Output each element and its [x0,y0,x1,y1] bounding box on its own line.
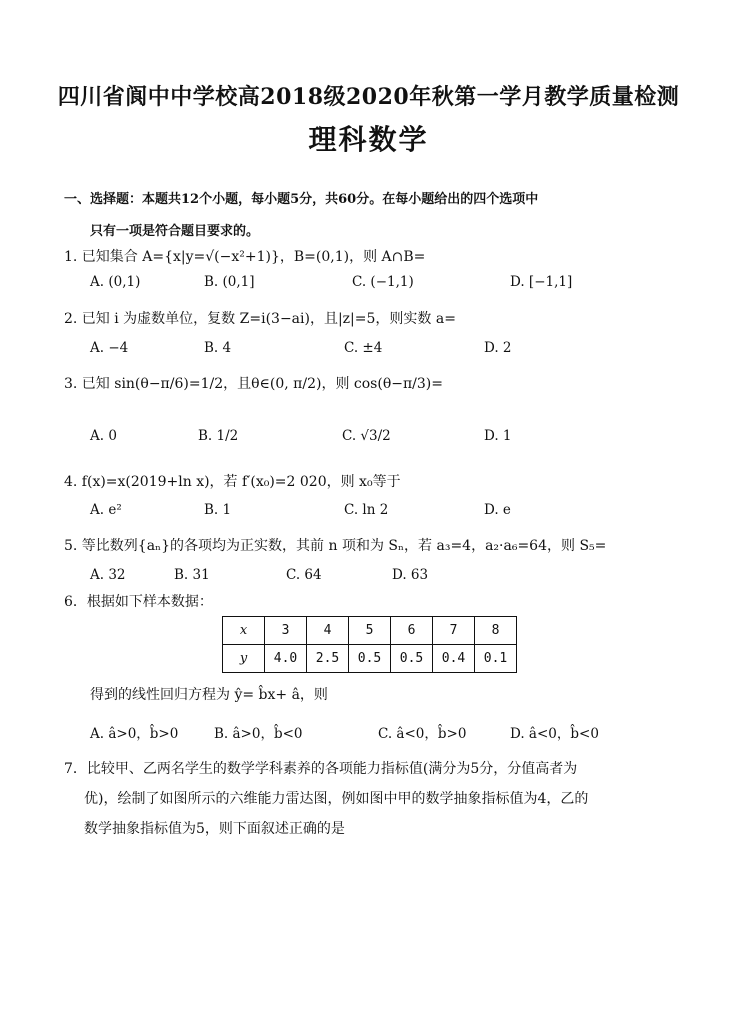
question-6-option-d: D. â<0，b̂<0 [510,726,599,742]
table-cell: 4 [307,617,349,645]
table-cell: 7 [433,617,475,645]
question-6-option-c: C. â<0，b̂>0 [378,726,467,742]
table-row-x [223,617,517,645]
question-2-stem: 2. 已知 i 为虚数单位，复数 Z=i(3−ai)，且|z|=5，则实数 a= [64,311,456,327]
exam-title: 四川省阆中中学校高2018级2020年秋第一学月教学质量检测 [57,84,680,110]
question-4-option-b: B. 1 [204,502,232,518]
question-7-line1: 7．比较甲、乙两名学生的数学学科素养的各项能力指标值(满分为5分，分值高者为 [64,761,578,777]
question-2-option-d: D. 2 [484,340,512,356]
table-cell: 0.4 [433,645,475,673]
question-3-stem: 3. 已知 sin(θ−π/6)=1/2，且θ∈(0, π/2)，则 cos(θ−π/3)= [64,376,443,392]
table-cell: 0.1 [475,645,517,673]
exam-subtitle: 理科数学 [308,123,429,156]
question-6-option-b: B. â>0，b̂<0 [214,726,303,742]
question-3-option-a: A. 0 [90,428,117,444]
table-cell: 4.0 [265,645,307,673]
table-cell: 5 [349,617,391,645]
sample-data-table [222,616,517,673]
table-cell: 8 [475,617,517,645]
table-cell: 2.5 [307,645,349,673]
question-1-stem: 1. 已知集合 A={x|y=√(−x²+1)}，B=(0,1)，则 A∩B= [64,249,426,265]
question-5-option-d: D. 63 [392,567,429,583]
question-4-stem: 4. f(x)=x(2019+ln x)，若 f′(x₀)=2 020，则 x₀等于 [64,474,401,490]
question-2-option-b: B. 4 [204,340,232,356]
question-5-stem: 5. 等比数列{aₙ}的各项均为正实数，其前 n 项和为 Sₙ，若 a₃=4，a₂·a₆=64，则 S₅= [64,538,607,554]
question-3-option-b: B. 1/2 [198,428,239,444]
question-4-option-c: C. ln 2 [344,502,389,518]
table-cell: 3 [265,617,307,645]
question-6-regression-equation: 得到的线性回归方程为 ŷ= b̂x+ â，则 [90,687,328,703]
question-5-option-a: A. 32 [90,567,126,583]
question-5-option-b: B. 31 [174,567,210,583]
question-1-option-b: B. (0,1] [204,274,255,290]
question-1-option-d: D. [−1,1] [510,274,573,290]
section-instructions-line1: 一、选择题：本题共12个小题，每小题5分，共60分。在每小题给出的四个选项中 [64,192,539,207]
question-7-line3: 数学抽象指标值为5，则下面叙述正确的是 [84,821,345,837]
table-header-y: y [223,645,265,673]
table-row-y [223,645,517,673]
question-4-option-a: A. e² [90,502,122,518]
table-cell: 0.5 [349,645,391,673]
question-6-option-a: A. â>0，b̂>0 [90,726,179,742]
question-3-option-c: C. √3/2 [342,428,391,444]
question-1-option-c: C. (−1,1) [352,274,414,290]
question-2-option-c: C. ±4 [344,340,383,356]
table-header-x: x [223,617,265,645]
question-7-line2: 优)，绘制了如图所示的六维能力雷达图，例如图中甲的数学抽象指标值为4，乙的 [84,791,589,807]
question-4-option-d: D. e [484,502,511,518]
section-instructions-line2: 只有一项是符合题目要求的。 [90,224,260,239]
question-1-option-a: A. (0,1) [90,274,141,290]
question-3-option-d: D. 1 [484,428,512,444]
table-cell: 0.5 [391,645,433,673]
table-cell: 6 [391,617,433,645]
question-6-stem: 6．根据如下样本数据： [64,594,213,610]
question-2-option-a: A. −4 [90,340,129,356]
question-5-option-c: C. 64 [286,567,322,583]
